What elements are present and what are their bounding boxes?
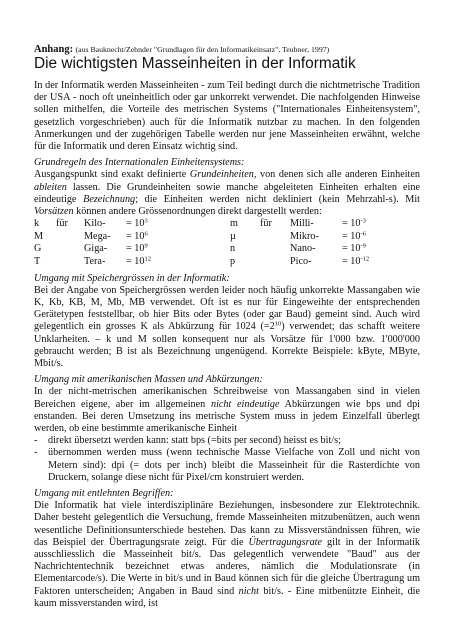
prefix-cell: = $10^{12}$	[126, 255, 151, 268]
prefix-cell: k	[34, 218, 40, 230]
prefix-cell: Kilo-	[84, 218, 106, 230]
prefix-cell: Nano-	[290, 243, 316, 255]
storage-paragraph: Bei der Angabe von Speichergrössen werden leider noch häufig unkorrekte Massangaben wie K, Kb, KB, M, Mb, MB verwendet. Oft ist es nur für Eingeweihte der entsprechenden Gerätetypen feststellbar, ob hier Bits oder Bytes (oder gar Baud) gemeint sind. Auch wird gelegentlich ein grosses K als Abkürzung für 1024 $(=2^{10})$ verwendet; das schafft weitere Unklarheiten. – k und M sollen konsequent nur als Vorsätze für 1'000 bzw. 1'000'000 gebraucht werden; B ist als Bezeichnung ungenügend. Korrekte Beispiele: kByte, MByte, Mbit/s.	[34, 284, 420, 370]
appendix-source: (aus Bauknecht/Zehnder "Grundlagen für den Informatikeinsatz", Teubner, 1997)	[75, 45, 330, 54]
si-heading: Grundregeln des Internationalen Einheitensystems:	[34, 157, 245, 169]
prefix-cell: = $10^3$	[126, 217, 148, 230]
prefix-cell: für	[56, 218, 68, 230]
prefix-row	[34, 231, 402, 244]
prefix-cell: = $10^{-12}$	[342, 255, 370, 268]
prefix-cell: T	[34, 256, 41, 268]
prefix-cell	[260, 256, 290, 269]
prefix-cell: M	[34, 230, 44, 242]
prefix-table	[34, 218, 402, 268]
prefix-cell: Giga-	[84, 243, 108, 255]
prefix-cell: Mega-	[84, 230, 111, 242]
prefix-cell: Milli-	[290, 218, 314, 230]
american-paragraph: In der nicht-metrischen amerikanischen Schreibweise von Massangaben sind in vielen Bereichen eigene, aber im allgemeinen nicht eindeutige Abkürzungen wie bps und dpi enstanden. Bei deren Umsetzung ins metrische System muss in jedem Einzelfall überlegt werden, ob eine bestimmte amerikanische Einheit	[34, 386, 420, 435]
storage-heading: Umgang mit Speichergrössen in der Informatik:	[34, 272, 230, 284]
prefix-cell: n	[230, 243, 236, 255]
prefix-cell: für	[260, 218, 272, 230]
prefix-cell: m	[230, 218, 238, 230]
page-title: Die wichtigsten Masseinheiten in der Informatik	[34, 55, 356, 72]
prefix-row	[34, 243, 402, 256]
prefix-cell: Tera-	[84, 256, 106, 268]
prefix-row	[34, 256, 402, 269]
si-paragraph: Ausgangspunkt sind exakt definierte Grundeinheiten, von denen sich alle anderen Einheiten ableiten lassen. Die Grundeinheiten sowie manche abgeleiteten Einheiten erhalten eine eindeutige Bezeichnung; die Einheiten werden nicht dekliniert (kein Mehrzahl-s). Mit Vorsätzen können andere Grössenordnungen direkt dargestellt werden:	[34, 169, 421, 218]
prefix-cell: Mikro-	[290, 230, 319, 242]
prefix-cell: µ	[230, 230, 236, 242]
prefix-cell	[260, 243, 290, 256]
borrowed-paragraph: Die Informatik hat viele interdisziplinäre Beziehungen, insbesondere zur Elektrotechnik. Daher besteht gelegentlich die Versuchung, fremde Masseinheiten mitzubenützen, auch wenn wesentliche Definitionsunterschiede bestehen. Das kann zu Missverständnissen führen, wie das Beispiel der Übertragungsrate zeigt. Für die Übertragungsrate gilt in der Informatik ausschliesslich die Masseinheit bit/s. Das gelegentlich verwendete "Baud" aus der Nachrichtentechnik bezeichnet etwas anderes, nämlich die Modulationsrate (in Elementarcode/s). Die Werte in bit/s und in Baud können sich für die gleiche Übertragung um Faktoren unterscheiden; Angaben in Baud sind nicht bit/s. - Eine mitbenützte Einheit, die kaum missverstanden wird, ist	[34, 500, 421, 609]
list-item: - direkt übersetzt werden kann: statt bps (=bits per second) heisst es bit/s;	[34, 435, 341, 447]
appendix-label: Anhang:	[34, 44, 74, 55]
prefix-cell: G	[34, 243, 42, 255]
american-list	[34, 435, 420, 484]
prefix-cell: Pico-	[290, 256, 312, 268]
prefix-cell	[56, 243, 84, 256]
prefix-cell: = $10^{-9}$	[342, 242, 366, 255]
borrowed-heading: Umgang mit entlehnten Begriffen:	[34, 488, 174, 500]
prefix-cell	[260, 231, 290, 244]
prefix-cell	[56, 231, 84, 244]
prefix-cell: = $10^9$	[126, 242, 148, 255]
intro-paragraph: In der Informatik werden Masseinheiten - zum Teil bedingt durch die nichtmetrische Tradition der USA - noch oft uneinheitlich oder gar unkorrekt verwendet. Die nachfolgenden Hinweise sollen mithelfen, die Vorteile des metrischen Systems ("Internationales Einheitensystem", gesetzlich vorgeschrieben) auch für die Informatik nutzbar zu machen. In den folgenden Anmerkungen und der zugehörigen Tabelle werden nur jene Masseinheiten erwähnt, welche für die Informatik und deren Einsatz wichtig sind.	[34, 80, 420, 153]
prefix-cell	[56, 256, 84, 269]
prefix-cell: = $10^{-3}$	[342, 217, 366, 230]
prefix-row	[34, 218, 402, 231]
list-item: - übernommen werden muss (wenn technische Masse Vielfache von Zoll und nicht von Metern sind): dpi (= dots per inch) bleibt die Masseinheit für die Rasterdichte von Druckern, solange diese nicht für Pixel/cm konstruiert werden.	[34, 447, 420, 483]
american-heading: Umgang mit amerikanischen Massen und Abkürzungen:	[34, 374, 263, 386]
prefix-cell: = $10^6$	[126, 230, 148, 242]
prefix-cell: p	[230, 256, 236, 268]
prefix-cell: = $10^{-6}$	[342, 230, 366, 242]
